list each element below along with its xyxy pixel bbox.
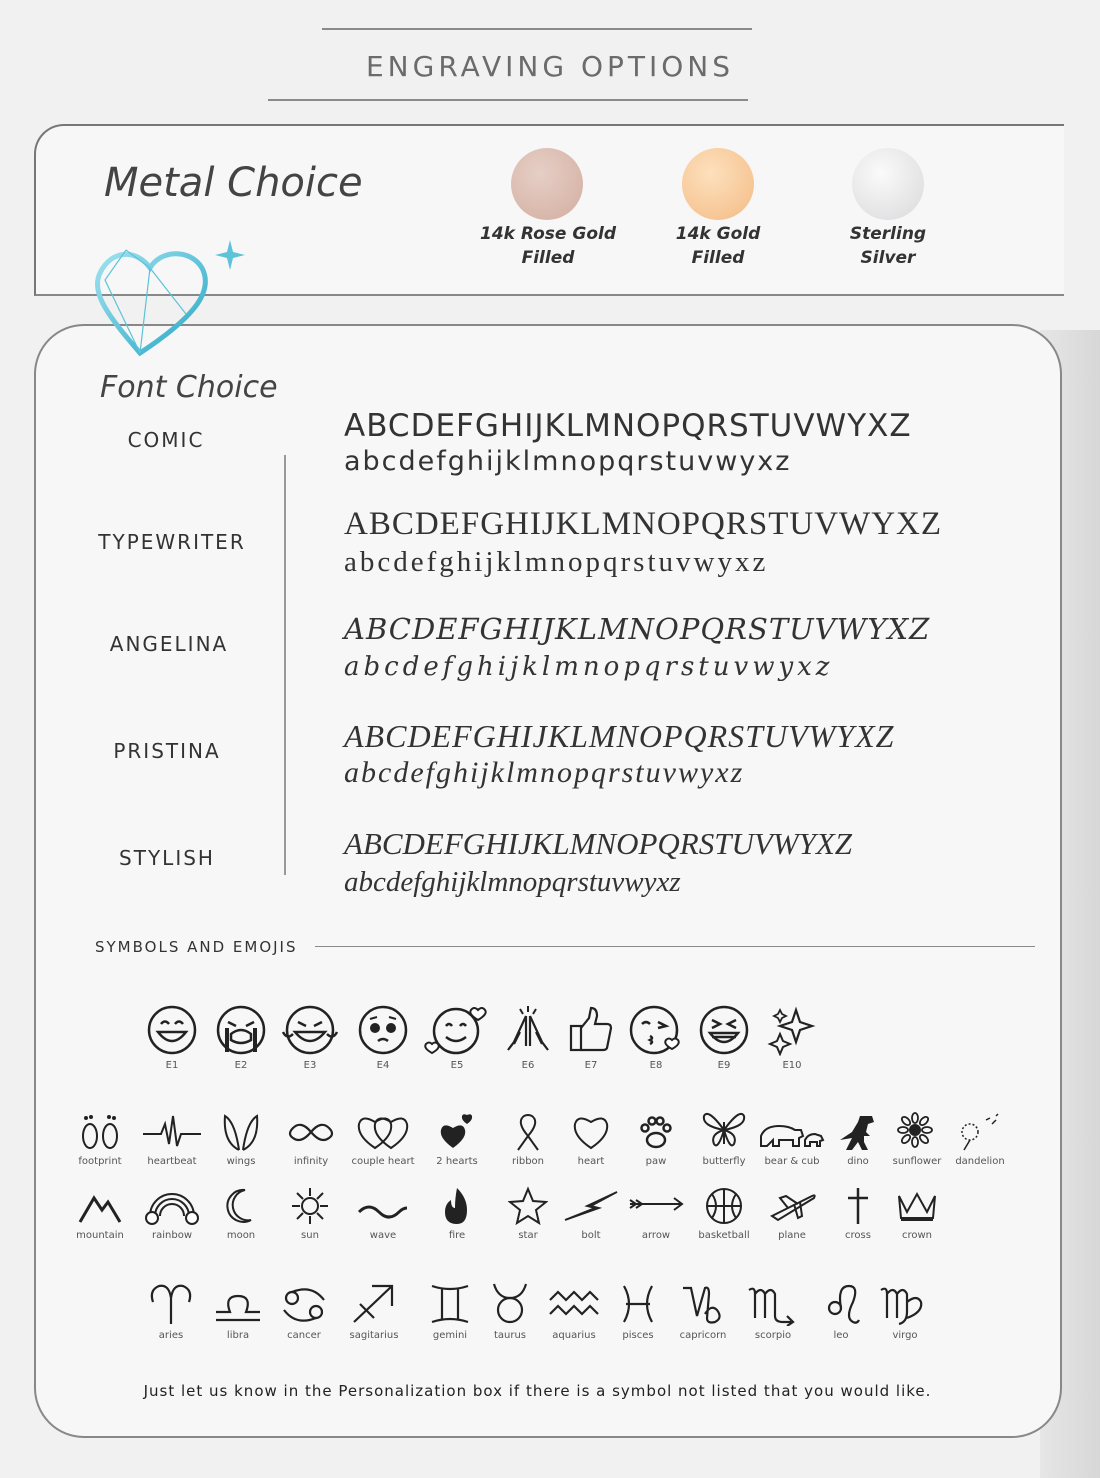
gold-label-line2: Filled xyxy=(691,248,745,268)
comic-upper-sample: ABCDEFGHIJKLMNOPQRSTUVWYXZ xyxy=(344,408,912,444)
symbol-dandelion[interactable] xyxy=(935,1112,1025,1167)
mountain-icon xyxy=(78,1186,122,1226)
zodiac-label: cancer xyxy=(287,1330,321,1341)
zodiac-label: scorpio xyxy=(754,1330,792,1341)
squint-grin-emoji-icon xyxy=(698,1004,750,1056)
silver-label-line1: Sterling xyxy=(849,224,927,244)
symbol-label: paw xyxy=(645,1156,667,1167)
font-choice-title: Font Choice xyxy=(100,370,278,405)
gold-label-line1: 14k Gold xyxy=(675,224,761,244)
crying-emoji-icon xyxy=(215,1004,267,1056)
emoji-label: E4 xyxy=(376,1060,390,1071)
symbol-label: heart xyxy=(577,1156,605,1167)
heart-eyes-smile-emoji-icon xyxy=(424,1004,490,1056)
aries-icon xyxy=(145,1282,197,1326)
emoji-label: E7 xyxy=(584,1060,598,1071)
heart-diamond-logo-icon xyxy=(90,238,250,358)
virgo-icon xyxy=(877,1282,933,1326)
crown-icon xyxy=(895,1186,939,1226)
page-title: ENGRAVING OPTIONS xyxy=(365,50,734,83)
symbol-label: butterfly xyxy=(702,1156,746,1167)
symbol-label: mountain xyxy=(76,1230,124,1241)
zodiac-label: leo xyxy=(833,1330,849,1341)
laughing-tears-emoji-icon xyxy=(280,1004,340,1056)
symbol-label: cross xyxy=(845,1230,871,1241)
plane-icon xyxy=(768,1186,816,1226)
butterfly-icon xyxy=(702,1112,746,1152)
arrow-icon xyxy=(626,1186,686,1226)
footprint-icon xyxy=(76,1112,124,1152)
silver-label-line2: Silver xyxy=(860,248,916,268)
heart-icon xyxy=(571,1112,611,1152)
emoji-label: E9 xyxy=(717,1060,731,1071)
font-name-angelina: ANGELINA xyxy=(109,632,229,656)
sagitarius-icon xyxy=(348,1282,400,1326)
typewriter-lower-sample: abcdefghijklmnopqrstuvwyxz xyxy=(344,546,769,578)
pristina-lower-sample: abcdefghijklmnopqrstuvwyxz xyxy=(344,756,745,789)
emoji-e10[interactable] xyxy=(747,1004,837,1071)
silver-label xyxy=(803,222,973,270)
symbols-rule xyxy=(315,946,1035,947)
metal-choice-title: Metal Choice xyxy=(104,160,363,206)
angelina-upper-sample: ABCDEFGHIJKLMNOPQRSTUVWYXZ xyxy=(344,612,931,646)
dandelion-icon xyxy=(956,1112,1004,1152)
font-name-comic: COMIC xyxy=(127,428,205,452)
heartbeat-icon xyxy=(141,1112,203,1152)
font-divider xyxy=(284,455,286,875)
symbol-label: fire xyxy=(448,1230,466,1241)
symbol-label: basketball xyxy=(698,1230,750,1241)
title-rule-bottom xyxy=(268,99,748,101)
symbol-label: infinity xyxy=(293,1156,329,1167)
stylish-lower-sample: abcdefghijklmnopqrstuvwyxz xyxy=(344,866,681,898)
pristina-upper-sample: ABCDEFGHIJKLMNOPQRSTUVWYXZ xyxy=(344,718,895,754)
sun-icon xyxy=(290,1186,330,1226)
symbol-label: arrow xyxy=(641,1230,671,1241)
symbol-label: plane xyxy=(778,1230,806,1241)
rose-gold-swatch[interactable] xyxy=(511,148,583,220)
zodiac-label: taurus xyxy=(493,1330,527,1341)
couple-heart-icon xyxy=(355,1112,411,1152)
emoji-label: E5 xyxy=(450,1060,464,1071)
gold-swatch[interactable] xyxy=(682,148,754,220)
footer-note: Just let us know in the Personalization box if there is a symbol not listed that you would like. xyxy=(143,1382,932,1400)
ribbon-icon xyxy=(508,1112,548,1152)
pleading-emoji-icon xyxy=(357,1004,409,1056)
two-hearts-icon xyxy=(437,1112,477,1152)
star-icon xyxy=(508,1186,548,1226)
symbol-label: crown xyxy=(901,1230,933,1241)
symbol-label: dino xyxy=(847,1156,869,1167)
rose-gold-label-line2: Filled xyxy=(521,248,575,268)
emoji-label: E10 xyxy=(782,1060,802,1071)
zodiac-label: sagitarius xyxy=(349,1330,399,1341)
symbol-label: sunflower xyxy=(892,1156,942,1167)
sunflower-icon xyxy=(895,1112,939,1152)
infinity-icon xyxy=(286,1112,336,1152)
symbol-label: star xyxy=(518,1230,538,1241)
symbol-label: couple heart xyxy=(351,1156,415,1167)
wave-icon xyxy=(357,1186,409,1226)
symbol-label: rainbow xyxy=(152,1230,192,1241)
gold-label xyxy=(633,222,803,270)
font-name-stylish: STYLISH xyxy=(119,846,215,870)
comic-lower-sample: abcdefghijklmnopqrstuvwyxz xyxy=(344,446,792,477)
kissing-heart-emoji-icon xyxy=(628,1004,684,1056)
zodiac-label: capricorn xyxy=(679,1330,727,1341)
symbol-label: wave xyxy=(369,1230,397,1241)
symbol-label: ribbon xyxy=(511,1156,545,1167)
zodiac-label: pisces xyxy=(622,1330,654,1341)
scorpio-icon xyxy=(745,1282,801,1326)
wings-icon xyxy=(221,1112,261,1152)
stylish-upper-sample: ABCDEFGHIJKLMNOPQRSTUVWYXZ xyxy=(344,826,853,861)
capricorn-icon xyxy=(677,1282,729,1326)
symbol-label: dandelion xyxy=(955,1156,1005,1167)
grin-emoji-icon xyxy=(146,1004,198,1056)
font-name-typewriter: TYPEWRITER xyxy=(98,530,246,554)
emoji-label: E8 xyxy=(649,1060,663,1071)
rainbow-icon xyxy=(144,1186,200,1226)
zodiac-label: aries xyxy=(158,1330,184,1341)
sparkles-emoji-icon xyxy=(766,1004,818,1056)
symbol-label: bolt xyxy=(581,1230,601,1241)
typewriter-upper-sample: ABCDEFGHIJKLMNOPQRSTUVWYXZ xyxy=(344,506,943,542)
symbol-label: footprint xyxy=(78,1156,122,1167)
symbol-crown[interactable] xyxy=(872,1186,962,1241)
silver-swatch[interactable] xyxy=(852,148,924,220)
thumbs-up-emoji-icon xyxy=(565,1004,617,1056)
zodiac-label: gemini xyxy=(432,1330,468,1341)
symbols-title: SYMBOLS AND EMOJIS xyxy=(95,938,298,956)
symbol-label: moon xyxy=(226,1230,256,1241)
symbol-label: sun xyxy=(301,1230,319,1241)
paw-icon xyxy=(636,1112,676,1152)
symbol-label: 2 hearts xyxy=(436,1156,478,1167)
symbol-label: heartbeat xyxy=(147,1156,197,1167)
cancer-icon xyxy=(278,1282,330,1326)
basketball-icon xyxy=(704,1186,744,1226)
symbol-label: bear & cub xyxy=(764,1156,820,1167)
pisces-icon xyxy=(612,1282,664,1326)
symbol-label: wings xyxy=(226,1156,256,1167)
fire-icon xyxy=(437,1186,477,1226)
angelina-lower-sample: abcdefghijklmnopqrstuvwyxz xyxy=(344,652,834,682)
title-rule-top xyxy=(322,28,752,30)
zodiac-label: aquarius xyxy=(552,1330,596,1341)
emoji-label: E6 xyxy=(521,1060,535,1071)
rose-gold-label-line1: 14k Rose Gold xyxy=(480,224,616,244)
emoji-label: E2 xyxy=(234,1060,248,1071)
rose-gold-label xyxy=(463,222,633,270)
zodiac-label: libra xyxy=(226,1330,250,1341)
moon-icon xyxy=(221,1186,261,1226)
zodiac-label: virgo xyxy=(892,1330,918,1341)
font-name-pristina: PRISTINA xyxy=(113,739,221,763)
zodiac-virgo[interactable] xyxy=(860,1282,950,1341)
libra-icon xyxy=(212,1282,264,1326)
emoji-label: E3 xyxy=(303,1060,317,1071)
emoji-label: E1 xyxy=(165,1060,179,1071)
